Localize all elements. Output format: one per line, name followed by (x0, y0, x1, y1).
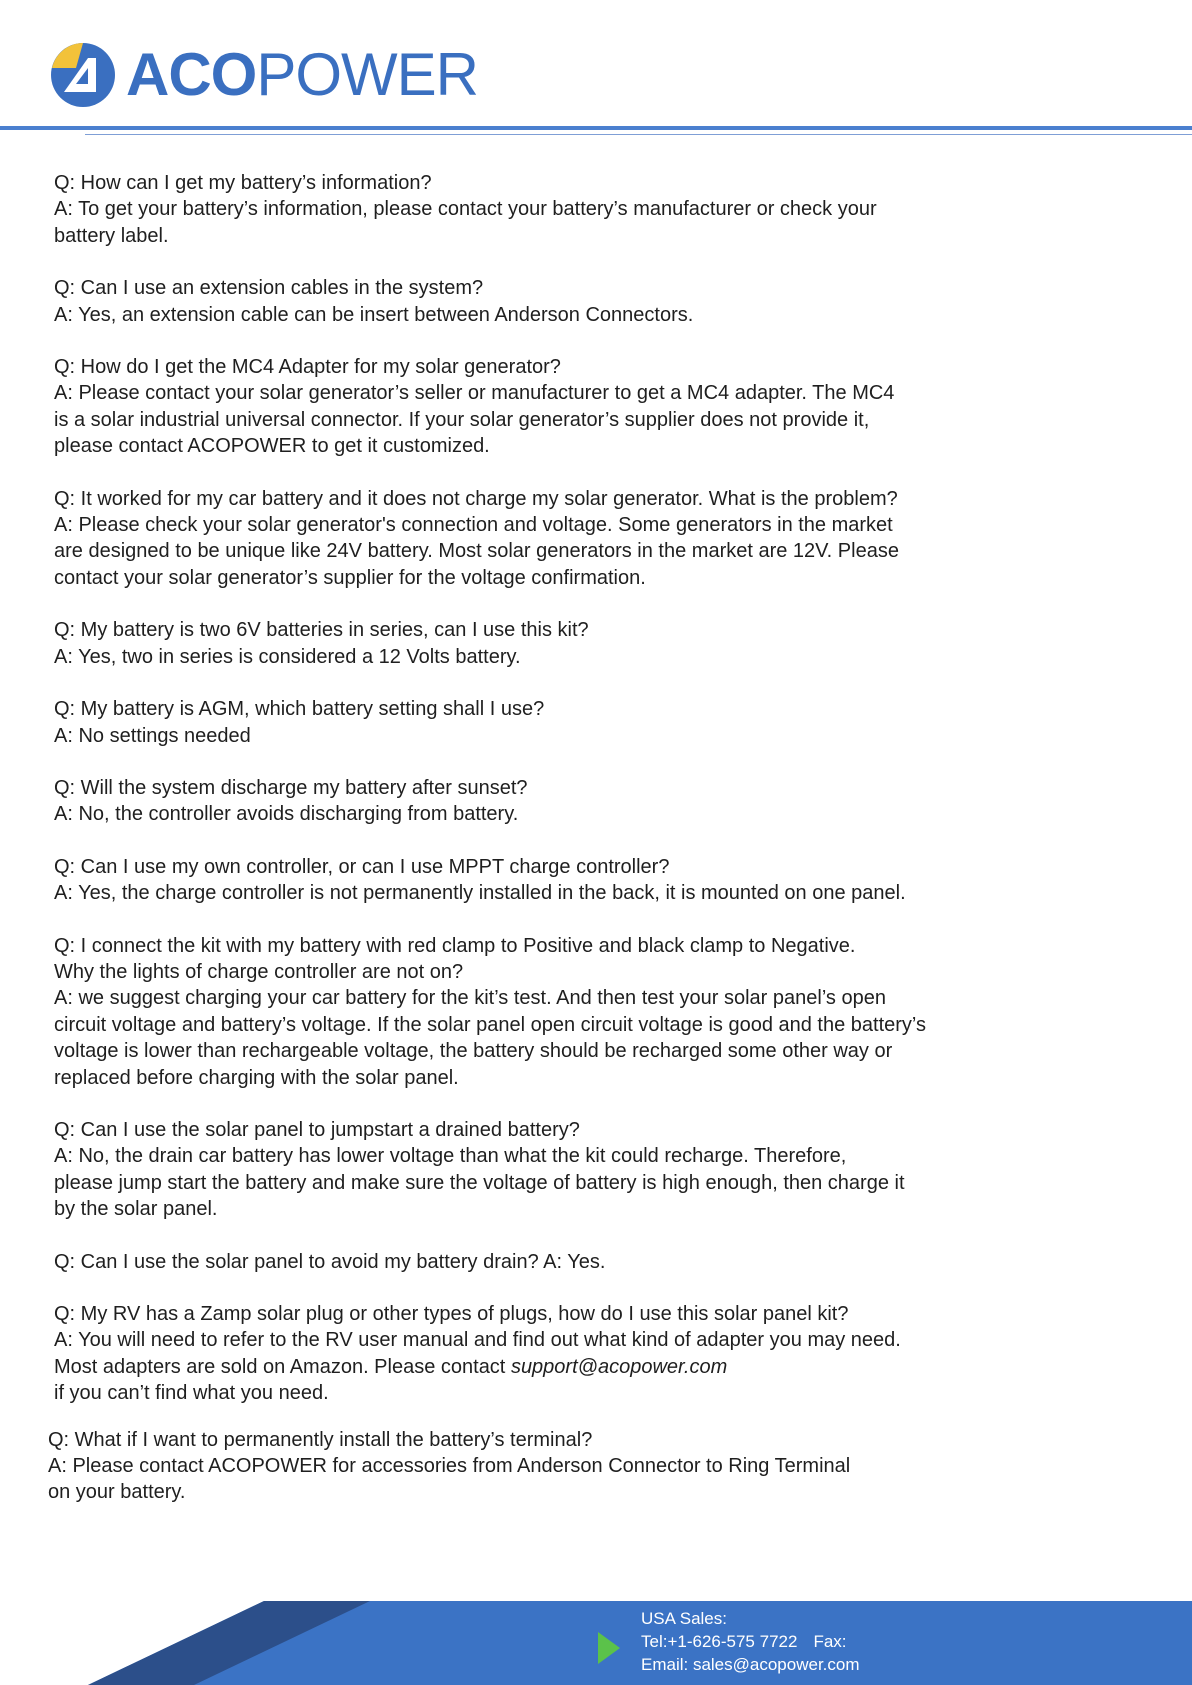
faq-question: Q: My battery is AGM, which battery setting shall I use? (54, 698, 545, 721)
faq-answer (54, 1327, 1174, 1406)
faq-item (54, 696, 1174, 749)
faq-answer: A: No settings needed (54, 724, 251, 747)
footer-contact (641, 1607, 860, 1676)
faq-item (54, 1249, 1174, 1275)
triangle-a-logo-icon (50, 42, 116, 108)
faq-list (48, 170, 1174, 1506)
faq-answer: A: Please contact ACOPOWER for accessories from Anderson Connector to Ring Terminal on your battery. (48, 1455, 851, 1504)
faq-question: Q: My battery is two 6V batteries in series, can I use this kit? (54, 619, 589, 642)
faq-question: Q: Can I use my own controller, or can I use MPPT charge controller? (54, 855, 670, 878)
faq-answer: A: we suggest charging your car battery for the kit’s test. And then test your solar panel’s open circuit voltage and battery’s voltage. If the solar panel open circuit voltage is good and the battery’s voltage is lower than rechargeable voltage, the battery should be recharged some other way or replaced before charging with the solar panel. (54, 987, 927, 1089)
faq-question: Q: Will the system discharge my battery after sunset? (54, 776, 528, 799)
footer-email[interactable]: Email: sales@acopower.com (641, 1655, 860, 1674)
faq-item (54, 854, 1174, 907)
faq-answer: A: Yes, the charge controller is not permanently installed in the back, it is mounted on one panel. (54, 882, 906, 905)
faq-question: Q: Can I use the solar panel to avoid my battery drain? A: Yes. (54, 1250, 606, 1273)
faq-item (54, 170, 1174, 249)
faq-answer: A: Yes, two in series is considered a 12 Volts battery. (54, 645, 521, 668)
footer-band (0, 1601, 1192, 1685)
faq-item (54, 354, 1174, 460)
faq-answer: A: To get your battery’s information, please contact your battery’s manufacturer or check your battery label. (54, 198, 877, 247)
page-header (0, 0, 1192, 140)
faq-answer: A: Yes, an extension cable can be insert between Anderson Connectors. (54, 303, 694, 326)
footer-phone-line (641, 1630, 860, 1653)
page-footer (0, 1601, 1192, 1685)
footer-fax: Fax: (813, 1632, 847, 1651)
play-arrow-icon (598, 1632, 620, 1664)
header-divider-thin (85, 134, 1192, 135)
faq-item (54, 275, 1174, 328)
faq-answer-text: A: You will need to refer to the RV user manual and find out what kind of adapter you may need. Most adapters are sold on Amazon. Please contact (54, 1329, 901, 1378)
faq-question: Q: My RV has a Zamp solar plug or other types of plugs, how do I use this solar panel kit? (54, 1303, 849, 1325)
faq-answer: A: No, the drain car battery has lower voltage than what the kit could recharge. Therefore, please jump start the battery and make sure the voltage of battery is high enough, then charge it by the solar panel. (54, 1145, 905, 1221)
faq-question: Q: How do I get the MC4 Adapter for my solar generator? (54, 356, 561, 379)
faq-item (54, 1117, 1174, 1223)
faq-item (48, 1427, 1174, 1506)
faq-item (54, 1301, 1174, 1407)
faq-question: Q: How can I get my battery’s information? (54, 172, 432, 194)
header-divider (0, 126, 1192, 130)
faq-question: Q: Can I use an extension cables in the system? (54, 277, 484, 300)
faq-answer: A: No, the controller avoids discharging from battery. (54, 803, 519, 826)
faq-question: Q: It worked for my car battery and it does not charge my solar generator. What is the problem? (54, 487, 898, 510)
faq-question: Q: I connect the kit with my battery with red clamp to Positive and black clamp to Negative. Why the lights of charge controller are not on? (54, 934, 856, 983)
faq-answer-tail: if you can’t find what you need. (54, 1382, 329, 1405)
brand-name-bold: ACO (126, 41, 257, 108)
faq-item (54, 933, 1174, 1091)
faq-answer: A: Please check your solar generator's connection and voltage. Some generators in the market are designed to be unique like 24V battery. Most solar generators in the market are 12V. Please contact your solar generator’s supplier for the voltage confirmation. (54, 514, 899, 589)
faq-item (54, 486, 1174, 592)
faq-answer: A: Please contact your solar generator’s seller or manufacturer to get a MC4 adapter. The MC4 is a solar industrial universal connector. If your solar generator’s supplier does not provide it, please contact ACOPOWER to get it customized. (54, 382, 895, 458)
faq-item (54, 775, 1174, 828)
brand-name-light: POWER (256, 41, 479, 108)
footer-sales-label: USA Sales: (641, 1609, 727, 1628)
footer-tel[interactable]: Tel:+1-626-575 7722 (641, 1632, 798, 1651)
faq-item (54, 617, 1174, 670)
brand-logo-text (126, 41, 479, 108)
faq-question: Q: Can I use the solar panel to jumpstart a drained battery? (54, 1118, 580, 1141)
support-email-link[interactable]: support@acopower.com (510, 1355, 728, 1378)
faq-question: Q: What if I want to permanently install the battery’s terminal? (48, 1428, 593, 1451)
